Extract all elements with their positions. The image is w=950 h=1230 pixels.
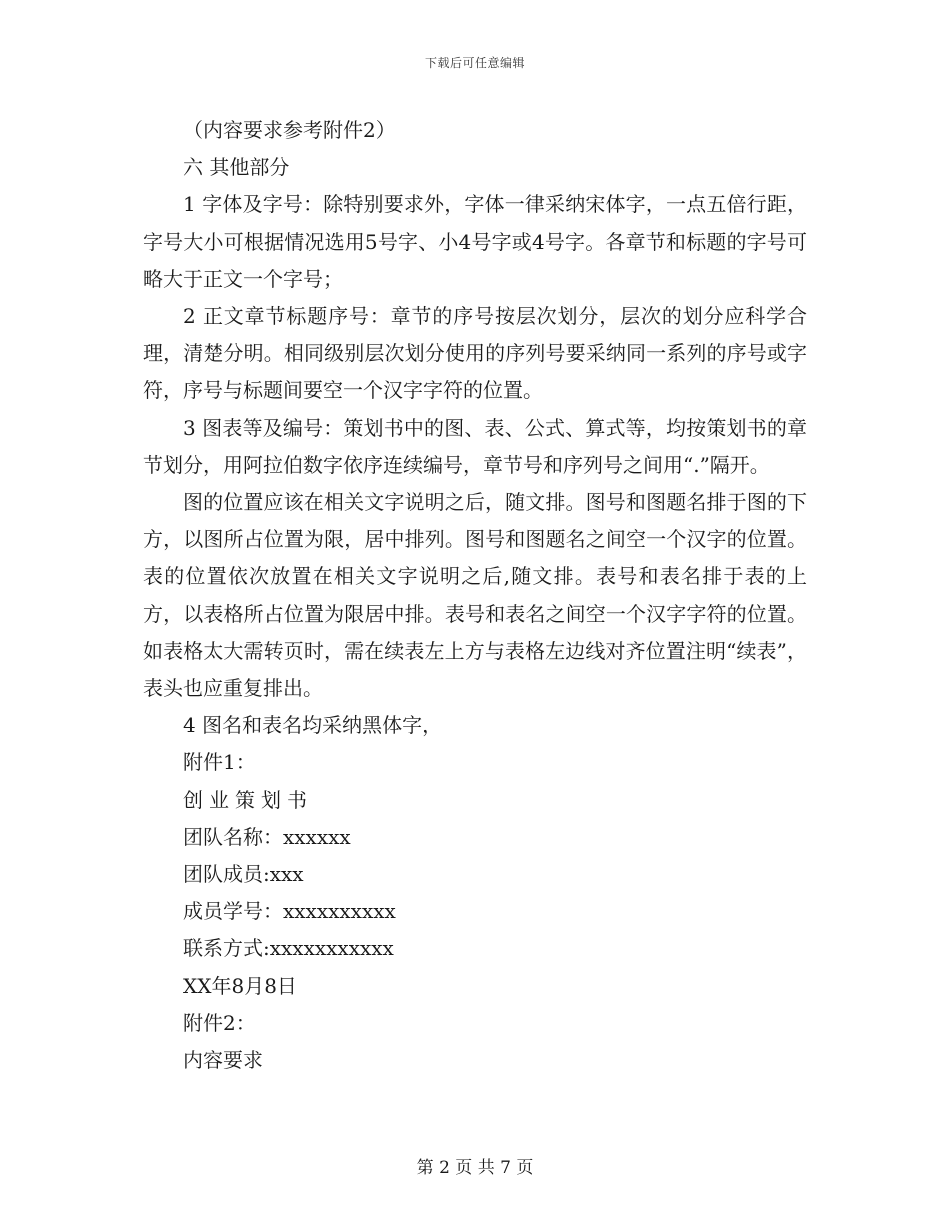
member-id-line: 成员学号：xxxxxxxxxx	[183, 899, 396, 924]
business-plan-title: 创业策划书	[183, 787, 313, 812]
paragraph-figure-font: 4 图名和表名均采纳黑体字，	[183, 713, 443, 738]
date-line: XX年8月8日	[183, 973, 297, 998]
appendix-1-label: 附件1：	[183, 750, 256, 775]
paragraph-figure-numbering: 3 图表等及编号：策划书中的图、表、公式、算式等，均按策划书的章节划分，用阿拉伯数字依序连续编号，章节号和序列号之间用“.”隔开。	[143, 415, 807, 477]
team-members-line: 团队成员:xxx	[183, 862, 304, 887]
team-name-line: 团队名称：xxxxxx	[183, 824, 351, 849]
page-number-footer: 第 2 页 共 7 页	[416, 1158, 534, 1178]
content-requirements-label: 内容要求	[183, 1048, 263, 1073]
paragraph-heading-numbering: 2 正文章节标题序号：章节的序号按层次划分，层次的划分应科学合理，清楚分明。相同级别层次划分使用的序列号要采纳同一系列的序号或字符，序号与标题间要空一个汉字字符的位置。	[143, 304, 807, 403]
page-header-note: 下载后可任意编辑	[424, 56, 525, 70]
paragraph-figure-placement: 图的位置应该在相关文字说明之后，随文排。图号和图题名排于图的下方，以图所占位置为限，居中排列。图号和图题名之间空一个汉字的位置。表的位置依次放置在相关文字说明之后,随文排。表号和表名排于表的上方，以表格所占位置为限居中排。表号和表名之间空一个汉字字符的位置。如表格太大需转页时，需在续表左上方与表格左边线对齐位置注明“续表”，表头也应重复排出。	[143, 490, 807, 701]
reference-note: （内容要求参考附件2）	[183, 118, 396, 142]
appendix-2-label: 附件2：	[183, 1010, 256, 1035]
paragraph-font-size: 1 字体及字号：除特别要求外，字体一律采纳宋体字，一点五倍行距，字号大小可根据情况选用5号字、小4号字或4号字。各章节和标题的字号可略大于正文一个字号；	[143, 192, 807, 291]
section-heading-other: 六 其他部分	[183, 155, 290, 180]
contact-line: 联系方式:xxxxxxxxxxx	[183, 936, 394, 961]
document-body	[143, 112, 807, 1079]
